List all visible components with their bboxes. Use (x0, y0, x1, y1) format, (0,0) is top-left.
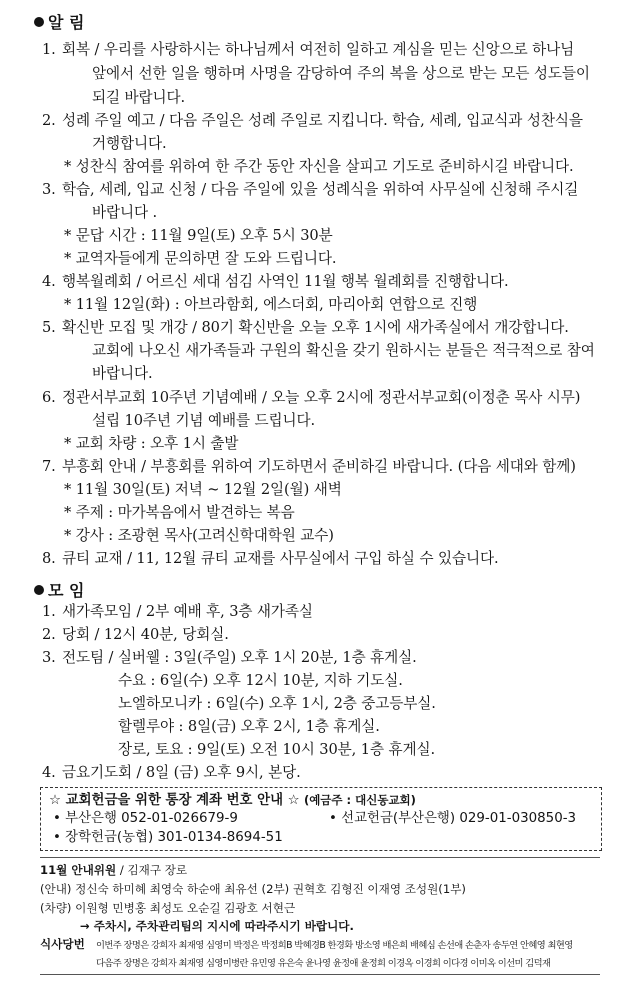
meetings-heading: 모 임 (34, 578, 84, 601)
meeting-3-line-1: 3. 전도팀 / 실버웰 : 3일(주일) 오후 1시 20분, 1층 휴게실. (42, 649, 417, 666)
notice-5-line-1: 5. 확신반 모집 및 개강 / 80기 확신반을 오늘 오후 1시에 새가족실에서 개강합니다. (42, 319, 569, 336)
notice-3-note-2: * 교역자들에게 문의하면 잘 도와 드립니다. (64, 250, 337, 267)
meeting-3-line-3: 노엘하모니카 : 6일(수) 오후 1시, 2층 중고등부실. (118, 695, 436, 712)
notice-5-line-3: 바랍니다. (92, 365, 153, 382)
notice-8-line-1: 8. 큐티 교재 / 11, 12월 큐티 교재를 사무실에서 구입 하실 수 있습니다. (42, 550, 499, 567)
footer-bottom-rule (40, 974, 600, 975)
notice-7-line-1: 7. 부흥회 안내 / 부흥회를 위하여 기도하면서 준비하길 바랍니다. (다음 세대와 함께) (42, 458, 576, 475)
notice-2-line-2: 거행합니다. (92, 135, 167, 152)
car-row: (차량) 이원형 민병홍 최성도 오순길 김광호 서현근 (40, 901, 296, 915)
notice-5-line-2: 교회에 나오신 새가족들과 구원의 확신을 갖기 원하시는 분들은 적극적으로 참여 (92, 342, 595, 359)
bank-account-scholarship: • 장학헌금(농협) 301-0134-8694-51 (53, 830, 283, 845)
bullet-icon (34, 17, 44, 27)
bank-account-busan: • 부산은행 052-01-026679-9 (53, 811, 238, 826)
notice-1-line-1: 1. 회복 / 우리를 사랑하시는 하나님께서 여전히 일하고 계심을 믿는 신앙으로 하나님 (42, 41, 575, 58)
bank-box-title: ☆ 교회헌금을 위한 통장 계좌 번호 안내 ☆ (예금주 : 대신동교회) (49, 793, 416, 808)
bullet-icon (34, 585, 44, 595)
notice-6-note: * 교회 차량 : 오후 1시 출발 (64, 435, 239, 452)
notice-6-line-1: 6. 정관서부교회 10주년 기념예배 / 오늘 오후 2시에 정관서부교회(이정춘 목사 시무) (42, 389, 581, 406)
notices-heading: 알 림 (34, 10, 84, 33)
notice-3-line-2: 바랍니다 . (92, 204, 158, 221)
notice-7-note-1: * 11월 30일(토) 저녁 ~ 12월 2일(월) 새벽 (64, 481, 342, 498)
notice-2-note: * 성찬식 참여를 위하여 한 주간 동안 자신을 살피고 기도로 준비하시길 바랍니다. (64, 158, 574, 175)
meeting-4: 4. 금요기도회 / 8일 (금) 오후 9시, 본당. (42, 764, 301, 781)
bank-account-mission: • 선교헌금(부산은행) 029-01-030850-3 (329, 811, 577, 826)
meeting-3-line-5: 장로, 토요 : 9일(토) 오전 10시 30분, 1층 휴게실. (118, 741, 436, 758)
meal-this-week-row: 식사당번 이번주 장명은 강희자 최재영 심영미 박정은 박정희B 박혜경B 한경화 방소영 배은희 배혜심 손선애 손춘자 송두연 안혜영 최현영 (40, 937, 573, 951)
footer-top-rule (40, 857, 600, 858)
notice-3-note-1: * 문답 시간 : 11월 9일(토) 오후 5시 30분 (64, 227, 333, 244)
notice-7-note-2: * 주제 : 마가복음에서 발견하는 복음 (64, 504, 295, 521)
notice-6-line-2: 설립 10주년 기념 예배를 드립니다. (92, 412, 316, 429)
notice-4-line-1: 4. 행복월례회 / 어르신 세대 섬김 사역인 11월 행복 월례회를 진행합니다. (42, 273, 509, 290)
notice-1-line-3: 되길 바랍니다. (92, 89, 186, 106)
notice-4-note: * 11월 12일(화) : 아브라함회, 에스더회, 마리아회 연합으로 진행 (64, 296, 478, 313)
parking-note: → 주차시, 주차관리팀의 지시에 따라주시기 바랍니다. (80, 919, 354, 933)
notice-1-line-2: 앞에서 선한 일을 행하며 사명을 감당하여 주의 복을 상으로 받는 모든 성도들이 (92, 65, 590, 82)
bank-account-box (40, 787, 602, 851)
notice-7-note-3: * 강사 : 조광현 목사(고려신학대학원 교수) (64, 527, 334, 544)
meeting-1: 1. 새가족모임 / 2부 예배 후, 3층 새가족실 (42, 603, 313, 620)
meeting-2: 2. 당회 / 12시 40분, 당회실. (42, 626, 229, 643)
meeting-3-line-4: 할렐루야 : 8일(금) 오후 2시, 1층 휴게실. (118, 718, 380, 735)
committee-line: 11월 안내위원 / 김재구 장로 (40, 863, 188, 877)
notice-2-line-1: 2. 성례 주일 예고 / 다음 주일은 성례 주일로 지킵니다. 학습, 세례, 입교식과 성찬식을 (42, 112, 583, 129)
notice-3-line-1: 3. 학습, 세례, 입교 신청 / 다음 주일에 있을 성례식을 위하여 사무실에 신청해 주시길 (42, 181, 579, 198)
meeting-3-line-2: 수요 : 6일(수) 오후 12시 10분, 지하 기도실. (118, 672, 403, 689)
guide-row: (안내) 정신숙 하미혜 최영숙 하순애 최유선 (2부) 권혁호 김형진 이재영 조성원(1부) (40, 882, 466, 896)
meal-next-week-row: 다음주 장명은 강희자 최재영 심영미병란 유민영 유은숙 윤나영 윤정애 윤정희 이경옥 이경희 이다경 이미옥 이선미 김덕재 (96, 958, 551, 969)
